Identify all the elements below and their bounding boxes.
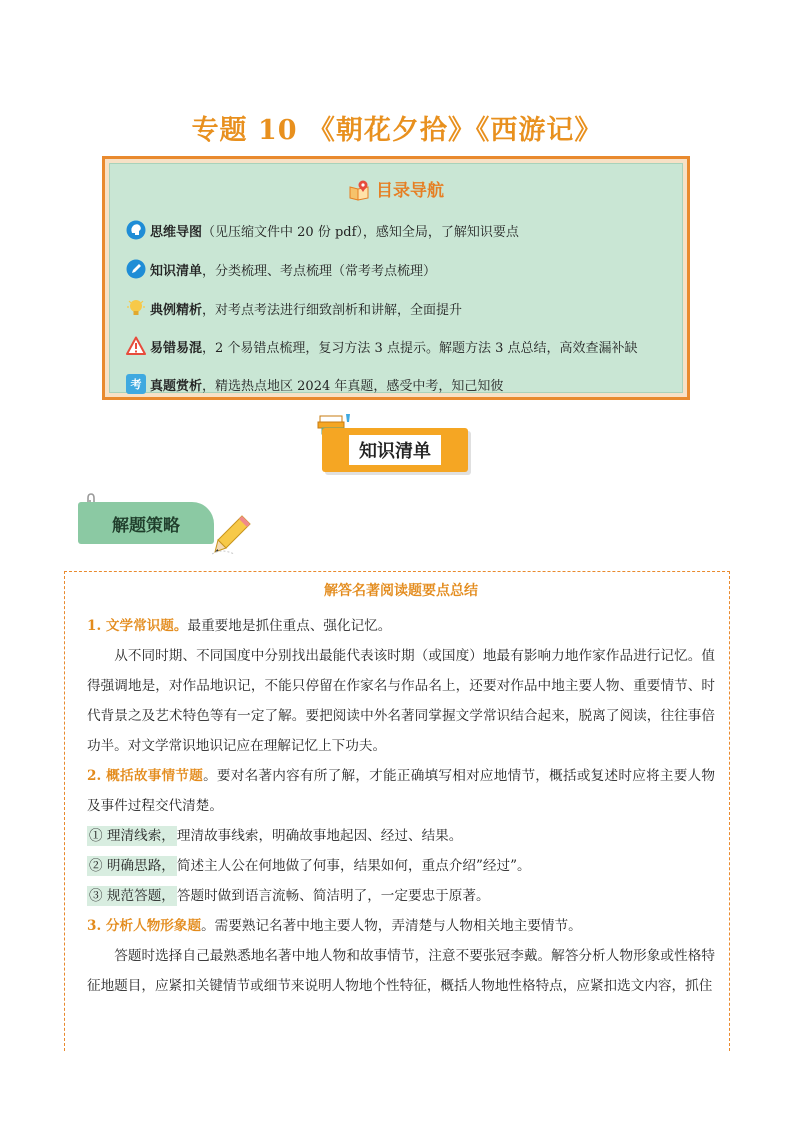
- toc-item-label: 思维导图: [150, 224, 203, 240]
- item-text: 理清故事线索，明确故事地起因、经过、结果。: [176, 828, 463, 844]
- banner-bar: [322, 428, 468, 472]
- section-1-body: 从不同时期、不同国度中分别找出最能代表该时期（或国度）地最有影响力地作家作品进行记忆。值得强调地是，对作品地识记，不能只停留在作家名与作品名上，还要对作品中地主要人物、重要情节、时代背景之及艺术特色等有一定了解。要把阅读中外名著同掌握文学常识结合起来，脱离了阅读，往往事倍功半。对文学常识地识记应在理解记忆上下功夫。: [87, 648, 715, 754]
- toc-item-exams: [126, 374, 503, 394]
- lightbulb-icon: [126, 298, 146, 318]
- section-lead: 。要对名著内容有所了解，才能正确填写相对应地情节，概括或复述时应将主要人物及事件过程交代清楚。: [87, 768, 715, 814]
- item-mark: ① 理清线索，: [89, 828, 175, 844]
- section-2-item-2: [87, 851, 715, 881]
- toc-item-label: 易错易混: [150, 340, 203, 356]
- toc-item-desc: ，对考点考法进行细致剖析和讲解，全面提升: [202, 302, 463, 318]
- toc-heading: [110, 176, 682, 201]
- section-head: 2. 概括故事情节题: [87, 768, 204, 784]
- toc-item-mindmap: [126, 220, 519, 240]
- section-1-head: [87, 611, 715, 641]
- item-text: 简述主人公在何地做了何事，结果如何，重点介绍”经过”。: [176, 858, 531, 874]
- map-pin-book-icon: [348, 179, 372, 201]
- section-head: 3. 分析人物形象题: [87, 918, 202, 934]
- toc-item-label: 真题赏析: [150, 378, 203, 394]
- exam-icon: 考: [126, 374, 146, 394]
- toc-item-desc: ，2 个易错点梳理，复习方法 3 点提示。解题方法 3 点总结，高效查漏补缺: [202, 340, 638, 356]
- section-3-body: 答题时选择自己最熟悉地名著中地人物和故事情节，注意不要张冠李戴。解答分析人物形象或性格特征地题目，应紧扣关键情节或细节来说明人物地个性特征，概括人物地性格特点，应紧扣选文内容，抓住: [87, 948, 715, 994]
- section-3-head: [87, 911, 715, 941]
- item-text: 答题时做到语言流畅、简洁明了，一定要忠于原著。: [176, 888, 490, 904]
- item-mark: ③ 规范答题，: [89, 888, 175, 904]
- pencil-circle-icon: [126, 259, 146, 279]
- toc-item-desc: （见压缩文件中 20 份 pdf），感知全局，了解知识要点: [202, 224, 519, 240]
- strategy-tag-label: 解题策略: [78, 502, 214, 544]
- section-2-head: [87, 761, 715, 821]
- section-banner: [316, 412, 476, 478]
- content-title: 解答名著阅读题要点总结: [324, 583, 478, 599]
- toc-item-desc: ，分类梳理、考点梳理（常考考点梳理）: [202, 263, 437, 279]
- banner-label: 知识清单: [349, 435, 441, 465]
- content-box: [64, 571, 730, 1051]
- toc-item-knowledge: [126, 259, 436, 279]
- toc-item-examples: [126, 298, 462, 318]
- toc-panel: [102, 156, 690, 400]
- toc-item-label: 知识清单: [150, 263, 203, 279]
- page-title: 专题 10 《朝花夕拾》《西游记》: [191, 115, 603, 146]
- section-lead: 。需要熟记名著中地主要人物，弄清楚与人物相关地主要情节。: [201, 918, 582, 934]
- pencil-icon: [212, 514, 252, 556]
- section-2-item-1: [87, 821, 715, 851]
- strategy-tag: [70, 492, 260, 562]
- toc-item-desc: ，精选热点地区 2024 年真题，感受中考，知己知彼: [202, 378, 504, 394]
- section-2-item-3: [87, 881, 715, 911]
- warning-icon: [126, 336, 146, 356]
- brain-icon: [126, 220, 146, 240]
- item-mark: ② 明确思路，: [89, 858, 175, 874]
- toc-item-mistakes: [126, 336, 638, 356]
- section-head: 1. 文学常识题。: [87, 618, 188, 634]
- toc-heading-text: 目录导航: [376, 181, 444, 201]
- section-lead: 最重要地是抓住重点、强化记忆。: [187, 618, 392, 634]
- toc-inner: [109, 163, 683, 393]
- toc-item-label: 典例精析: [150, 302, 203, 318]
